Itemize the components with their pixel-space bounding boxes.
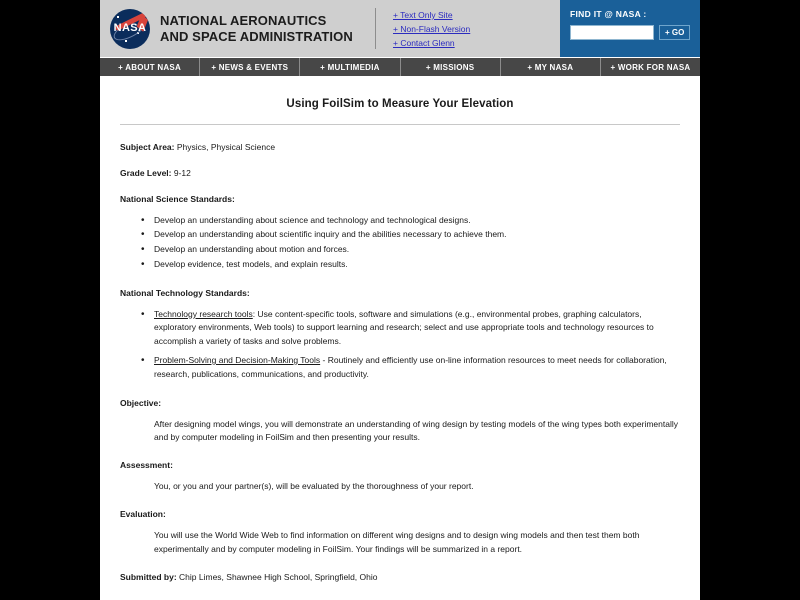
subject-area-value: Physics, Physical Science: [174, 142, 276, 152]
nav-item-multimedia[interactable]: + MULTIMEDIA: [300, 58, 400, 76]
go-button[interactable]: + GO: [659, 25, 690, 40]
technology-standards-heading: National Technology Standards:: [120, 287, 250, 298]
evaluation-heading: Evaluation:: [120, 508, 166, 519]
nasa-brand-block[interactable]: [100, 0, 375, 57]
submitted-by-line: [120, 571, 680, 583]
assessment-heading: Assessment:: [120, 460, 173, 471]
list-item: • Develop an understanding about motion and forces.: [154, 243, 680, 257]
science-standards-list: [120, 214, 680, 272]
submitted-by-label: Submitted by:: [120, 572, 177, 583]
link-text-only-site[interactable]: + Text Only Site: [393, 10, 453, 20]
masthead: [100, 0, 700, 58]
list-item: [154, 308, 680, 349]
agency-name-line2: AND SPACE ADMINISTRATION: [160, 28, 353, 44]
lesson-content: [100, 80, 700, 584]
find-it-label: FIND IT @ NASA :: [570, 9, 647, 19]
subject-area-line: [120, 141, 680, 153]
nav-item-news-events[interactable]: + NEWS & EVENTS: [200, 58, 300, 76]
agency-name-line1: NATIONAL AERONAUTICS: [160, 12, 327, 28]
page-title: Using FoilSim to Measure Your Elevation: [286, 98, 514, 110]
list-item: • Develop an understanding about science and technology and technological designs.: [154, 214, 680, 228]
objective-heading: Objective:: [120, 397, 162, 408]
science-standards-heading: National Science Standards:: [120, 193, 235, 204]
nasa-meatball-logo-icon[interactable]: [110, 9, 150, 49]
list-item: • Develop an understanding about scientific inquiry and the abilities necessary to achieve them.: [154, 228, 680, 242]
find-it-panel: [560, 0, 700, 57]
page-frame: [100, 0, 700, 600]
tech-standard-text: - Routinely and efficiently use on-line information resources to meet needs for collaboration, research, publications, communications, and productivity.: [154, 354, 667, 379]
grade-level-value: 9-12: [171, 168, 191, 179]
objective-text: After designing model wings, you will demonstrate an understanding of wing design by testing models of the wing types both experimentally and by computer modeling in FoilSim and then presenting your results.: [154, 418, 678, 443]
nav-item-missions[interactable]: + MISSIONS: [401, 58, 501, 76]
tech-standard-term: Problem-Solving and Decision-Making Tools: [154, 354, 321, 365]
nav-item-about-nasa[interactable]: + ABOUT NASA: [100, 58, 200, 76]
quick-links: [376, 0, 560, 57]
agency-name: [160, 13, 353, 45]
search-row: [570, 25, 692, 40]
subject-area-label: Subject Area:: [120, 142, 175, 152]
link-contact-glenn[interactable]: + Contact Glenn: [393, 37, 455, 48]
submitted-by-value: Chip Limes, Shawnee High School, Springfield, Ohio: [176, 572, 378, 583]
technology-standards-list: [120, 308, 680, 382]
nav-item-work-for-nasa[interactable]: + WORK FOR NASA: [610, 62, 691, 72]
assessment-text: You, or you and your partner(s), will be evaluated by the thoroughness of your report.: [154, 481, 474, 492]
nav-item-my-nasa[interactable]: + MY NASA: [501, 58, 601, 76]
search-input[interactable]: [570, 25, 654, 40]
tech-standard-term: Technology research tools: [154, 308, 253, 319]
stars-decoration-icon: [117, 16, 119, 18]
grade-level-line: [120, 167, 680, 179]
evaluation-text: You will use the World Wide Web to find information on different wing designs and to design wing models and then test them both experimentally and by computer modeling in FoilSim. Your findings will be summarized in a report.: [154, 529, 640, 554]
link-non-flash-version[interactable]: + Non-Flash Version: [393, 23, 471, 34]
tech-standard-text: : Use content-specific tools, software and simulations (e.g., environmental probes, graphing calculators, exploratory environments, Web tools) to support learning and research; select and use appropriate tools and technology resources to accomplish a variety of tasks and solve problems.: [154, 308, 654, 347]
title-divider: [120, 124, 680, 125]
list-item: • Develop evidence, test models, and explain results.: [154, 258, 680, 272]
nasa-logo-wordmark: NASA: [113, 21, 147, 34]
primary-navigation: [100, 58, 700, 76]
list-item: [154, 354, 680, 382]
grade-level-label: Grade Level:: [120, 168, 172, 179]
